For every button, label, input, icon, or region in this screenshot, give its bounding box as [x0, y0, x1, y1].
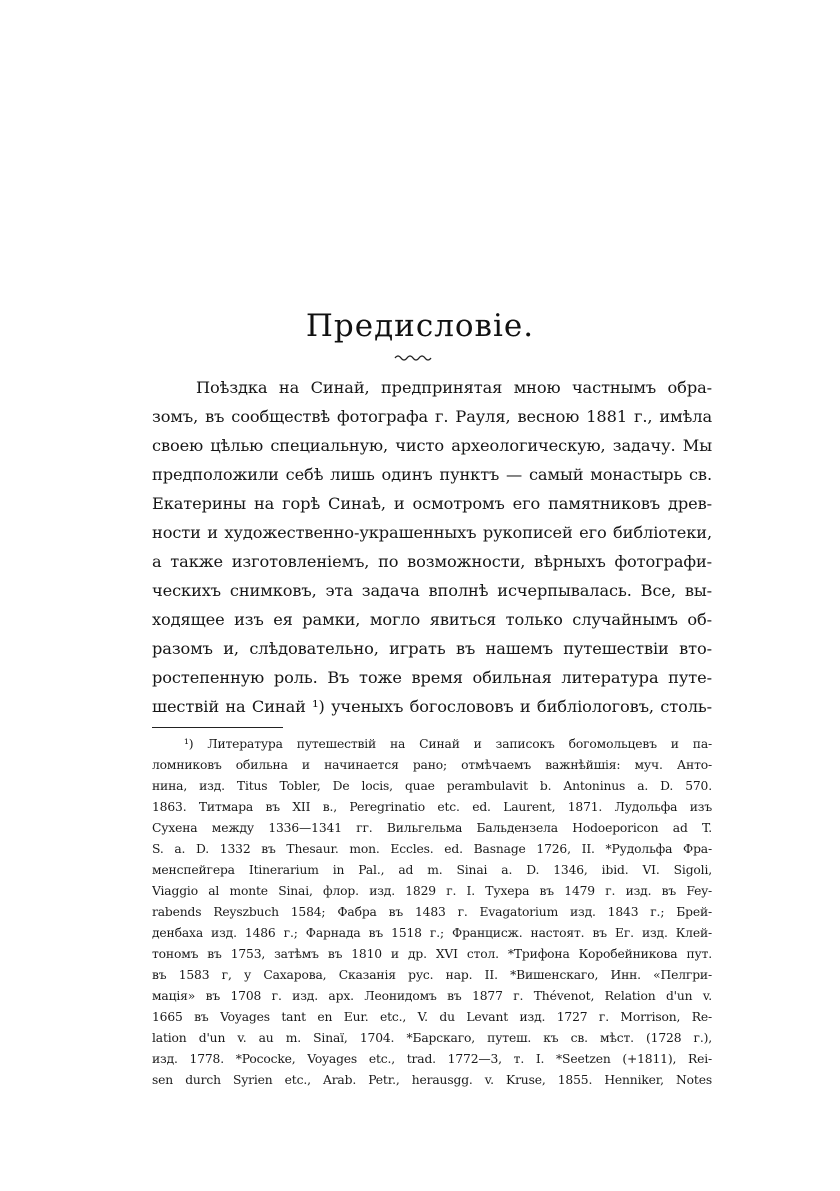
footnote-line: rabends Reyszbuch 1584; Фабра въ 1483 г. Evagatorium изд. 1843 г.; Брей- [152, 905, 712, 919]
body-line: предположили себѣ лишь одинъ пунктъ — самый монастырь св. [152, 465, 712, 484]
footnote-line: изд. 1778. *Pococke, Voyages etc., trad. 1772—3, т. I. *Seetzen (+1811), Rei- [152, 1052, 712, 1066]
body-line: а также изготовленіемъ, по возможности, вѣрныхъ фотографи- [152, 552, 712, 571]
footnote-line: 1665 въ Voyages tant en Eur. etc., V. du Levant изд. 1727 г. Morrison, Re- [152, 1010, 712, 1024]
footnote-line: ¹) Литература путешествій на Синай и записокъ богомольцевъ и па- [184, 737, 712, 751]
footnote-line: Сухена между 1336—1341 гг. Вильгельма Бальдензела Hodoeporicon ad T. [152, 821, 712, 835]
footnote-line: тономъ въ 1753, затѣмъ въ 1810 и др. XVI стол. *Трифона Коробейникова пут. [152, 947, 712, 961]
body-line: Екатерины на горѣ Синаѣ, и осмотромъ его памятниковъ древ- [152, 494, 712, 513]
footnote-line: денбаха изд. 1486 г.; Фарнада въ 1518 г.; Францисж. настоят. въ Ег. изд. Клей- [152, 926, 712, 940]
body-line: своею цѣлью специальную, чисто археологическую, задачу. Мы [152, 436, 712, 455]
body-line: Поѣздка на Синай, предпринятая мною частнымъ обра- [196, 378, 712, 397]
page-title: Предисловіе. [305, 308, 535, 344]
footnote-line: въ 1583 г, у Сахарова, Сказанія рус. нар. II. *Вишенскаго, Инн. «Пелгри- [152, 968, 712, 982]
footnote-line: sen durch Syrien etc., Arab. Petr., herausgg. v. Kruse, 1855. Henniker, Notes [152, 1073, 712, 1087]
footnote-line: нина, изд. Titus Tobler, De locis, quae perambulavit b. Antoninus a. D. 570. [152, 779, 712, 793]
body-line: ходящее изъ ея рамки, могло явиться только случайнымъ об- [152, 610, 712, 629]
body-line: ростепенную роль. Въ тоже время обильная литература путе- [152, 668, 712, 687]
footnote-line: 1863. Титмара въ XII в., Peregrinatio etc. ed. Laurent, 1871. Лудольфа изъ [152, 800, 712, 814]
body-line: зомъ, въ сообществѣ фотографа г. Рауля, весною 1881 г., имѣла [152, 407, 712, 426]
wavy-ornament-icon [394, 352, 434, 362]
body-line: разомъ и, слѣдовательно, играть въ нашемъ путешествіи вто- [152, 639, 712, 658]
body-line: ческихъ снимковъ, эта задача вполнѣ исчерпывалась. Все, вы- [152, 581, 712, 600]
footnote-line: S. a. D. 1332 въ Thesaur. mon. Eccles. ed. Basnage 1726, II. *Рудольфа Фра- [152, 842, 712, 856]
footnote-divider [152, 727, 283, 728]
footnote-line: ломниковъ обильна и начинается рано; отмѣчаемъ важнѣйшія: муч. Анто- [152, 758, 712, 772]
body-line: шествій на Синай ¹) ученыхъ богослововъ и библіологовъ, столь- [152, 697, 712, 716]
footnote-line: Viaggio al monte Sinai, флор. изд. 1829 г. I. Тухера въ 1479 г. изд. въ Fey- [152, 884, 712, 898]
footnote-line: lation d'un v. au m. Sinaï, 1704. *Барскаго, путеш. къ св. мѣст. (1728 г.), [152, 1031, 712, 1045]
footnote-line: менспейгера Itinerarium in Pal., ad m. Sinai a. D. 1346, ibid. VI. Sigoli, [152, 863, 712, 877]
footnote-line: мація» въ 1708 г. изд. арх. Леонидомъ въ 1877 г. Thévenot, Relation d'un v. [152, 989, 712, 1003]
body-line: ности и художественно-украшенныхъ рукописей его библіотеки, [152, 523, 712, 542]
